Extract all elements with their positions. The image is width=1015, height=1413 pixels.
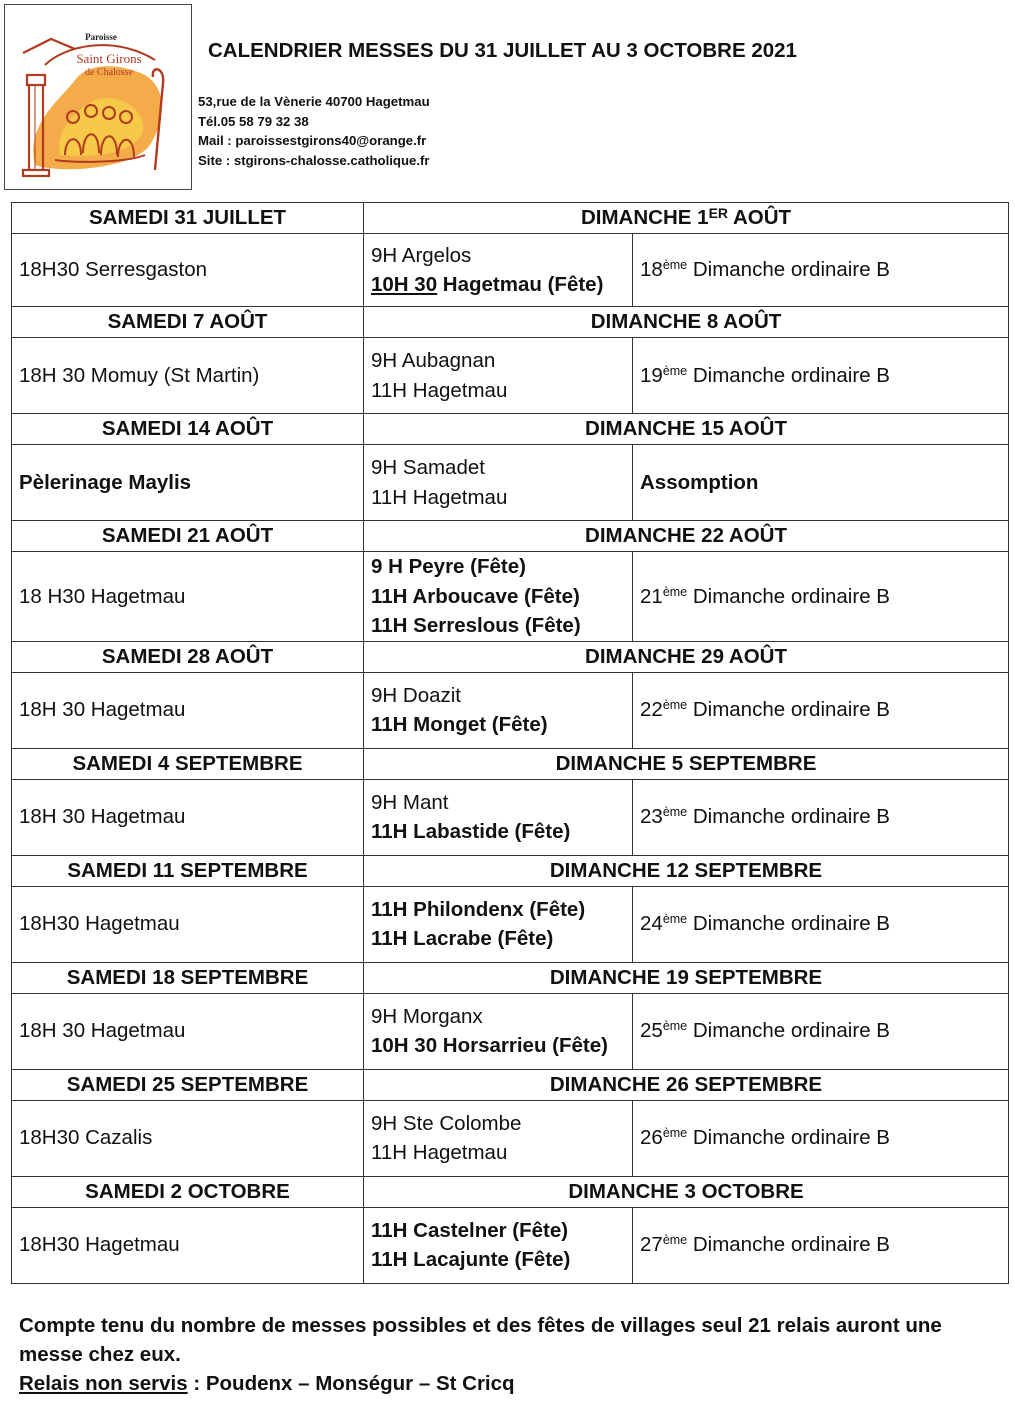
saturday-mass-text: 18H30 Hagetmau: [19, 912, 180, 936]
saturday-mass-text: 18H30 Hagetmau: [19, 1233, 180, 1257]
week-header-row: [12, 1176, 1009, 1207]
saturday-date-text: SAMEDI 25 SEPTEMBRE: [66, 1072, 309, 1096]
liturgical-number-sup: ème: [662, 258, 688, 273]
sunday-date: [364, 414, 1009, 445]
week-masses-row: [12, 1100, 1009, 1176]
saturday-mass: [12, 552, 364, 642]
unserved-label: Relais non servis: [19, 1372, 188, 1395]
sunday-mass-time: 11H Serreslous (Fête): [371, 614, 581, 637]
sunday-mass-time: 11H Arboucave (Fête): [371, 584, 580, 608]
sunday-mass-time: 11H Castelner (Fête): [371, 1218, 569, 1242]
saturday-date-text: SAMEDI 7 AOÛT: [107, 310, 268, 333]
sunday-mass-line: [371, 1216, 625, 1246]
saturday-mass-text: 18H 30 Hagetmau: [19, 805, 186, 829]
week-header-row: [12, 414, 1009, 445]
liturgical-label: Dimanche ordinaire B: [687, 1233, 890, 1257]
sunday-date-text: DIMANCHE 22 AOÛT: [585, 524, 787, 547]
week-header-row: [12, 521, 1009, 552]
liturgical-number: 26: [640, 1126, 663, 1150]
saturday-mass-text: 18H30 Cazalis: [19, 1126, 153, 1150]
sunday-date: [364, 1176, 1009, 1207]
logo-name-line1: Saint Girons: [76, 51, 142, 66]
week-header-row: [12, 307, 1009, 338]
sunday-mass-time: 11H Philondenx (Fête): [371, 897, 586, 921]
saturday-date: [12, 414, 364, 445]
sunday-mass-line: [371, 552, 625, 582]
saturday-mass-text: 18H 30 Hagetmau: [19, 698, 186, 722]
liturgical-label: Dimanche ordinaire B: [687, 805, 890, 829]
sunday-mass-time: 11H Hagetmau: [371, 378, 508, 402]
sunday-masses: [364, 1207, 633, 1283]
saturday-mass-text: 18H 30 Momuy (St Martin): [19, 363, 260, 387]
liturgical-number: 23: [640, 805, 663, 829]
footer-note: [19, 1311, 999, 1398]
liturgical-number-sup: ème: [662, 1126, 688, 1141]
sunday-masses: [364, 886, 633, 962]
liturgical-sunday: [633, 672, 1009, 748]
saturday-date-text: SAMEDI 31 JUILLET: [88, 206, 287, 229]
parish-logo: [4, 4, 192, 190]
liturgical-sunday: [633, 552, 1009, 642]
sunday-masses: [364, 1100, 633, 1176]
week-header-row: [12, 203, 1009, 234]
unserved-list: Poudenx – Monségur – St Cricq: [205, 1372, 515, 1395]
sunday-date-text: DIMANCHE 3 OCTOBRE: [568, 1179, 804, 1203]
saturday-date: [12, 641, 364, 672]
sunday-date-text: DIMANCHE 26 SEPTEMBRE: [549, 1072, 823, 1096]
liturgical-number-sup: ème: [662, 805, 688, 820]
liturgical-number-sup: ème: [662, 584, 688, 599]
week-masses-row: [12, 338, 1009, 414]
liturgical-number-sup: ème: [662, 363, 688, 378]
sunday-mass-place: Hagetmau (Fête): [437, 273, 604, 296]
liturgical-label: Assomption: [640, 470, 759, 494]
sunday-mass-time: 10H 30: [371, 273, 438, 296]
saturday-date: [12, 521, 364, 552]
liturgical-number: 18: [640, 258, 663, 282]
saturday-mass: [12, 886, 364, 962]
sunday-date-text: DIMANCHE 29 AOÛT: [585, 644, 787, 668]
sunday-mass-line: [371, 788, 625, 818]
sunday-mass-line: [371, 270, 625, 300]
saturday-date: [12, 748, 364, 779]
liturgical-label: Dimanche ordinaire B: [687, 363, 890, 387]
liturgical-label: Dimanche ordinaire B: [687, 912, 890, 936]
sunday-mass-time: 11H Hagetmau: [371, 1141, 508, 1164]
liturgical-label: Dimanche ordinaire B: [687, 1126, 890, 1150]
sunday-mass-line: [371, 895, 625, 925]
contact-phone: Tél.05 58 79 32 38: [198, 113, 309, 129]
sunday-masses: [364, 993, 633, 1069]
sunday-mass-time: 11H Labastide (Fête): [371, 820, 571, 843]
sunday-mass-line: [371, 483, 625, 513]
week-header-row: [12, 641, 1009, 672]
sunday-date: [364, 641, 1009, 672]
liturgical-number-sup: ème: [662, 912, 688, 927]
saturday-mass-text: 18H30 Serresgaston: [19, 258, 208, 282]
sunday-mass-line: [371, 710, 625, 740]
liturgical-number: 19: [640, 363, 663, 387]
week-masses-row: [12, 886, 1009, 962]
saturday-date: [12, 1069, 364, 1100]
sunday-masses: [364, 338, 633, 414]
sunday-date: [364, 203, 1009, 234]
liturgical-number-sup: ème: [662, 698, 688, 713]
liturgical-label: Dimanche ordinaire B: [687, 698, 890, 722]
sunday-date-text: DIMANCHE 5 SEPTEMBRE: [555, 751, 817, 775]
sunday-date: [364, 521, 1009, 552]
sunday-mass-time: 9H Ste Colombe: [371, 1111, 522, 1135]
sunday-date-month: AOÛT: [728, 206, 792, 229]
week-masses-row: [12, 779, 1009, 855]
week-masses-row: [12, 1207, 1009, 1283]
sunday-mass-line: [371, 453, 625, 483]
liturgical-sunday: [633, 445, 1009, 521]
sunday-masses: [364, 552, 633, 642]
footer-relay-note: Compte tenu du nombre de messes possibles et des fêtes de villages seul 21 relais auront une messe chez eux.: [19, 1314, 942, 1366]
liturgical-sunday: [633, 338, 1009, 414]
week-header-row: [12, 855, 1009, 886]
week-header-row: [12, 748, 1009, 779]
saturday-date-text: SAMEDI 11 SEPTEMBRE: [67, 858, 308, 882]
saturday-date-text: SAMEDI 2 OCTOBRE: [85, 1179, 290, 1203]
liturgical-number-sup: ème: [662, 1019, 688, 1034]
page-title: CALENDRIER MESSES DU 31 JUILLET AU 3 OCTOBRE 2021: [208, 39, 797, 62]
liturgical-sunday: [633, 1207, 1009, 1283]
sunday-mass-line: [371, 1031, 625, 1061]
saturday-date: [12, 962, 364, 993]
sunday-mass-time: 11H Hagetmau: [371, 485, 508, 509]
liturgical-number: 21: [640, 584, 663, 608]
week-masses-row: [12, 445, 1009, 521]
contact-block: [198, 92, 430, 170]
liturgical-label: Dimanche ordinaire B: [687, 584, 890, 608]
sunday-masses: [364, 779, 633, 855]
sunday-date-sup: ER: [708, 205, 729, 221]
sunday-mass-time: 11H Lacajunte (Fête): [371, 1248, 571, 1271]
sunday-mass-line: [371, 681, 625, 711]
liturgical-label: Dimanche ordinaire B: [687, 1019, 890, 1043]
sunday-date-text: DIMANCHE 8 AOÛT: [590, 310, 782, 333]
sunday-mass-line: [371, 582, 625, 612]
sunday-mass-line: [371, 241, 625, 271]
sunday-mass-time: 9H Mant: [371, 790, 449, 814]
sunday-date: [364, 855, 1009, 886]
sunday-masses: [364, 234, 633, 307]
saturday-mass: [12, 779, 364, 855]
liturgical-sunday: [633, 234, 1009, 307]
sunday-mass-time: 11H Lacrabe (Fête): [371, 927, 554, 950]
week-masses-row: [12, 552, 1009, 642]
saturday-date-text: SAMEDI 28 AOÛT: [101, 644, 274, 668]
saturday-mass: [12, 672, 364, 748]
sunday-masses: [364, 672, 633, 748]
sunday-date: [364, 307, 1009, 338]
sunday-date: [364, 1069, 1009, 1100]
unserved-separator: :: [187, 1372, 206, 1395]
saturday-date-text: SAMEDI 4 SEPTEMBRE: [72, 751, 303, 775]
sunday-date-text: DIMANCHE 12 SEPTEMBRE: [549, 858, 823, 882]
saturday-date: [12, 203, 364, 234]
liturgical-number: 27: [640, 1233, 663, 1257]
saturday-mass: [12, 338, 364, 414]
liturgical-number-sup: ème: [662, 1233, 688, 1248]
sunday-mass-time: 9H Samadet: [371, 456, 485, 479]
liturgical-sunday: [633, 779, 1009, 855]
sunday-mass-line: [371, 924, 625, 954]
liturgical-sunday: [633, 886, 1009, 962]
contact-site: Site : stgirons-chalosse.catholique.fr: [198, 152, 430, 168]
sunday-mass-time: 9H Argelos: [371, 243, 472, 267]
sunday-mass-time: 9H Aubagnan: [371, 349, 496, 372]
liturgical-number: 22: [640, 698, 663, 722]
liturgical-sunday: [633, 993, 1009, 1069]
saturday-mass-text: 18H 30 Hagetmau: [19, 1019, 186, 1043]
liturgical-sunday: [633, 1100, 1009, 1176]
contact-mail: Mail : paroissestgirons40@orange.fr: [198, 133, 427, 148]
saturday-date-text: SAMEDI 14 AOÛT: [101, 417, 274, 440]
sunday-mass-line: [371, 376, 625, 406]
mass-schedule-table: [11, 202, 1009, 1284]
sunday-mass-time: 10H 30 Horsarrieu (Fête): [371, 1034, 608, 1057]
saturday-mass: [12, 1207, 364, 1283]
liturgical-label: Dimanche ordinaire B: [687, 258, 890, 282]
liturgical-number: 25: [640, 1019, 663, 1043]
week-masses-row: [12, 234, 1009, 307]
logo-name-line2: de Chalosse: [84, 67, 134, 78]
footer-unserved-line: [19, 1369, 999, 1398]
saturday-mass: [12, 993, 364, 1069]
sunday-mass-line: [371, 1245, 625, 1275]
saturday-date: [12, 307, 364, 338]
saturday-date: [12, 1176, 364, 1207]
saturday-date: [12, 855, 364, 886]
sunday-date-text: DIMANCHE 19 SEPTEMBRE: [549, 965, 823, 989]
week-header-row: [12, 1069, 1009, 1100]
week-header-row: [12, 962, 1009, 993]
sunday-date: [364, 962, 1009, 993]
logo-parish-label: Paroisse: [85, 32, 117, 42]
sunday-mass-line: [371, 611, 625, 641]
sunday-mass-time: 9 H Peyre (Fête): [371, 555, 526, 578]
week-masses-row: [12, 993, 1009, 1069]
saturday-mass-text: Pèlerinage Maylis: [19, 470, 192, 494]
contact-address: 53,rue de la Vènerie 40700 Hagetmau: [198, 94, 430, 109]
saturday-mass: [12, 1100, 364, 1176]
sunday-mass-line: [371, 817, 625, 847]
saturday-mass: [12, 445, 364, 521]
saturday-date-text: SAMEDI 21 AOÛT: [101, 524, 274, 547]
sunday-date-text: DIMANCHE 15 AOÛT: [585, 417, 787, 440]
sunday-mass-line: [371, 1138, 625, 1168]
saturday-mass: [12, 234, 364, 307]
sunday-date: [364, 748, 1009, 779]
sunday-mass-time: 9H Doazit: [371, 683, 462, 707]
liturgical-number: 24: [640, 912, 663, 936]
sunday-mass-line: [371, 346, 625, 376]
sunday-mass-time: 9H Morganx: [371, 1004, 483, 1028]
sunday-masses: [364, 445, 633, 521]
sunday-date-text: DIMANCHE 1: [580, 206, 709, 229]
sunday-mass-line: [371, 1109, 625, 1139]
parish-logo-artwork: [5, 5, 191, 189]
saturday-mass-text: 18 H30 Hagetmau: [19, 584, 186, 608]
saturday-date-text: SAMEDI 18 SEPTEMBRE: [66, 965, 309, 989]
sunday-mass-time: 11H Monget (Fête): [371, 713, 548, 736]
sunday-mass-line: [371, 1002, 625, 1032]
week-masses-row: [12, 672, 1009, 748]
